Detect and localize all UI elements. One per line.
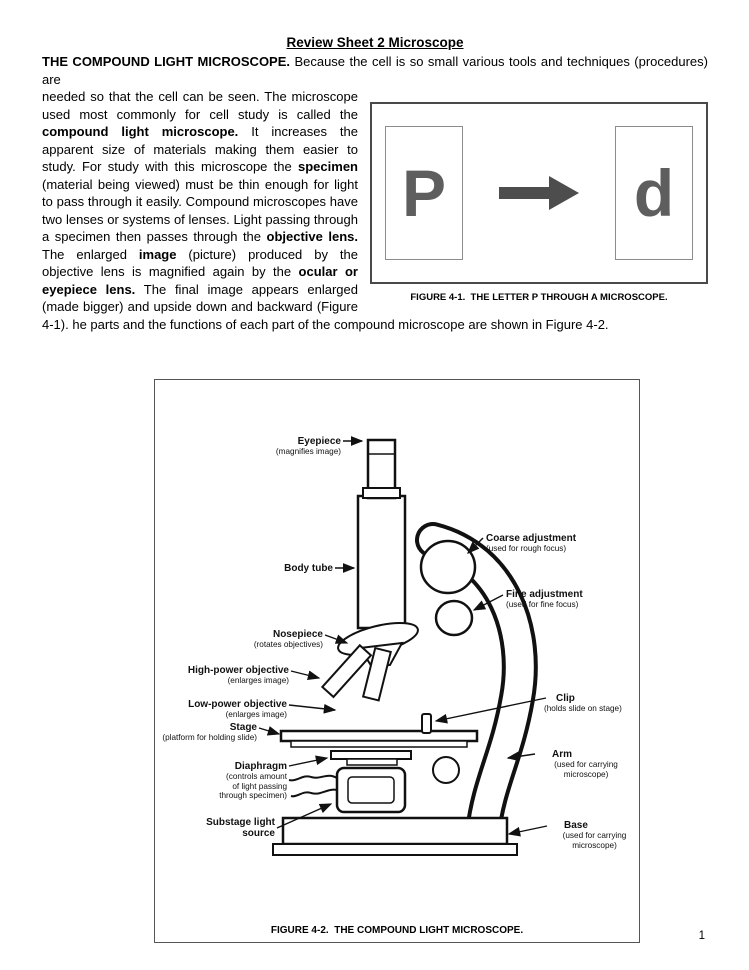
label-low-power-objective-name: Low-power objective [188, 699, 287, 710]
label-nosepiece [171, 629, 323, 650]
diaphragm-arrow [289, 758, 327, 766]
figure-4-1-diagram [370, 102, 708, 284]
label-stage-desc: (platform for holding slide) [162, 733, 257, 742]
label-base-name: Base [564, 820, 588, 831]
paragraph-segment-bold: objective lens. [266, 229, 358, 244]
intro-paragraph [42, 88, 708, 333]
letter-p: P [401, 156, 447, 230]
paragraph-segment: The final image appears enlarged (made bigger) and upside down and backward (Figure 4-1). he parts and the functions of each part of the compound microscope are shown in Figure 4-2. [42, 281, 609, 332]
paragraph-segment: Because the cell is so small various tools and techniques (procedures) are [42, 54, 708, 87]
label-fine-adjustment [506, 589, 636, 610]
figure-4-1-caption: FIGURE 4-1. THE LETTER P THROUGH A MICROSCOPE. [410, 292, 668, 303]
label-coarse-adjustment-name: Coarse adjustment [486, 533, 577, 544]
label-fine-adjustment-name: Fine adjustment [506, 589, 583, 600]
label-base-desc: (used for carrying microscope) [562, 831, 627, 850]
letter-d: d [633, 156, 675, 230]
label-eyepiece-name: Eyepiece [297, 436, 341, 447]
label-arm-name: Arm [552, 749, 573, 760]
label-high-power-objective [157, 665, 289, 686]
paragraph-segment-bold: specimen [298, 159, 358, 174]
body-tube-drawing [358, 496, 405, 628]
microscope-illustration [155, 380, 639, 942]
base-drawing [273, 818, 517, 855]
letter-d-box [615, 126, 693, 260]
page-title: Review Sheet 2 Microscope [286, 35, 464, 50]
label-low-power-objective-desc: (enlarges image) [225, 710, 287, 719]
label-eyepiece-desc: (magnifies image) [275, 447, 341, 456]
intro-paragraph-first-line [42, 53, 708, 88]
label-stage [155, 722, 257, 743]
paragraph-segment-bold: ocular or eyepiece lens. [42, 264, 358, 297]
paragraph-segment: (material being viewed) must be thin enough for light to pass through it easily. Compound microscopes have two lenses or systems of lenses. Light passing through a specimen then passes through the [42, 176, 358, 244]
paragraph-segment: It increases the apparent size of materials making them easier to study. For study with this microscope the [42, 124, 358, 174]
stage-arrow [259, 728, 279, 734]
paragraph-segment-bold: compound light microscope. [42, 124, 239, 139]
objective-lenses-drawing [322, 645, 390, 700]
page-number: 1 [698, 930, 705, 942]
letter-p-box [385, 126, 463, 260]
diaphragm-drawing [331, 751, 411, 765]
label-fine-adjustment-desc: (used for fine focus) [506, 600, 579, 609]
eyepiece-drawing [363, 440, 400, 498]
label-body-tube [183, 563, 333, 574]
label-high-power-objective-desc: (enlarges image) [227, 676, 289, 685]
adjustment-knobs-drawing [421, 541, 475, 635]
light-source-drawing [289, 768, 405, 812]
stage-drawing [281, 731, 477, 747]
label-high-power-objective-name: High-power objective [187, 665, 289, 676]
label-diaphragm [155, 761, 287, 801]
label-body-tube-name: Body tube [284, 563, 333, 574]
label-clip [544, 693, 639, 714]
right-arrow-icon [497, 170, 581, 216]
high-power-arrow [291, 671, 319, 678]
paragraph-segment: The enlarged [42, 246, 139, 262]
paragraph-segment: (picture) produced by the objective lens is magnified again by the [42, 246, 358, 279]
label-diaphragm-desc: (controls amount of light passing through specimen) [219, 772, 287, 800]
label-substage-light-source-name: Substage light source [206, 817, 275, 839]
paragraph-segment-bold: THE COMPOUND LIGHT MICROSCOPE. [42, 54, 291, 69]
label-coarse-adjustment-desc: (used for rough focus) [486, 544, 567, 553]
base-arrow [509, 826, 547, 834]
low-power-arrow [289, 705, 335, 710]
label-coarse-adjustment [486, 533, 632, 554]
label-nosepiece-name: Nosepiece [272, 629, 323, 640]
paragraph-segment-bold: image [138, 246, 177, 262]
label-substage-light-source [203, 817, 275, 839]
figure-4-2 [154, 379, 640, 943]
label-low-power-objective [157, 699, 287, 720]
label-clip-name: Clip [556, 693, 575, 704]
arm-joint [433, 757, 459, 783]
label-eyepiece [191, 436, 341, 457]
figure-4-1 [370, 102, 708, 307]
paragraph-segment: needed so that the cell can be seen. The microscope used most commonly for cell study is called the [42, 89, 358, 122]
label-clip-desc: (holds slide on stage) [544, 704, 622, 713]
clip-drawing [422, 714, 431, 733]
label-diaphragm-name: Diaphragm [234, 761, 287, 772]
label-stage-name: Stage [229, 722, 257, 733]
label-arm-desc: (used for carrying microscope) [554, 760, 618, 779]
label-arm [538, 749, 634, 779]
label-base [550, 820, 639, 850]
figure-4-2-caption: FIGURE 4-2. THE COMPOUND LIGHT MICROSCOPE. [270, 925, 524, 936]
label-nosepiece-desc: (rotates objectives) [253, 640, 323, 649]
